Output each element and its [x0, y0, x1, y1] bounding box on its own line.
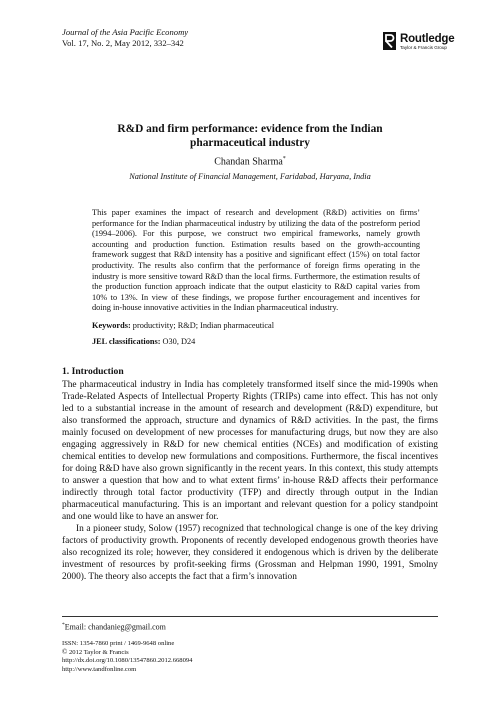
copyright: [62, 648, 192, 657]
publication-meta: [62, 640, 192, 674]
footnote-divider: [62, 616, 438, 617]
journal-name: Journal of the Asia Pacific Economy: [62, 27, 189, 37]
jel-classifications: [92, 337, 420, 346]
publisher-subtitle: Taylor & Francis Group: [400, 45, 447, 50]
body-text: [62, 379, 438, 583]
paragraph-1: The pharmaceutical industry in India has completely transformed itself since the mid-1990s when Trade-Related Aspects of Intellectual Property Rights (TRIPs) came into effect. This has not only led to a substantial increase in the amount of research and development (R&D) expenditure, but also transformed the approach, structure and dynamics of R&D activities. In the past, the firms mainly focused on development of new processes for manufacturing drugs, but now they are also engaging aggressively in R&D for new chemical entities (NCEs) and modification of existing chemical entities to develop new formulations and compositions. Furthermore, the fiscal incentives for doing R&D have also grown significantly in the recent years. In this context, this study attempts to answer a question that how and to what extent firms’ in-house R&D affects their performance indirectly through total factor productivity (TFP) and directly through output in the Indian pharmaceutical manufacturing. This is an important and relevant question for a policy standpoint and one would like to have an answer for.: [62, 380, 438, 522]
affiliation: National Institute of Financial Management, Faridabad, Haryana, India: [129, 172, 371, 181]
routledge-icon: [383, 32, 396, 50]
paragraph-2: In a pioneer study, Solow (1957) recognized that technological change is one of the key driving factors of productivity growth. Proponents of recently developed endogenous growth theories have also recognized its role; however, they considered it endogenous which is driven by the deliberate investment of resources by profit-seeking firms (Grossman and Helpman 1990, 1991, Smolny 2000). The theory also accepts the fact that a firm’s innovation: [62, 524, 438, 582]
jel-value: O30, D24: [162, 337, 196, 346]
author: [62, 156, 438, 167]
doi-link[interactable]: http://dx.doi.org/10.1080/13547860.2012.668094: [62, 657, 193, 665]
issn: ISSN: 1354-7860 print / 1469-9648 online: [62, 640, 175, 647]
keywords-value: productivity; R&D; Indian pharmaceutical: [132, 321, 275, 330]
website-link[interactable]: http://www.tandfonline.com: [62, 665, 137, 673]
section-heading: 1. Introduction: [62, 366, 124, 377]
footnote: [62, 622, 166, 632]
title-line-1: R&D and firm performance: evidence from the Indian: [117, 123, 383, 135]
title-line-2: pharmaceutical industry: [190, 137, 310, 149]
footnote-mark: *: [62, 622, 65, 628]
article-title: [62, 122, 438, 150]
copyright-icon: ©: [62, 648, 68, 657]
volume-info: Vol. 17, No. 2, May 2012, 332–342: [62, 38, 184, 48]
abstract: This paper examines the impact of research and development (R&D) activities on firms’ performance for the Indian pharmaceutical industry by utilizing the data of the postreform period (1994–2006). For this purpose, we construct two empirical frameworks, namely growth accounting and production function. Estimation results based on the growth-accounting framework suggest that R&D intensity has a positive and significant effect (15%) on total factor productivity. The results also confirm that the performance of foreign firms operating in the industry is more sensitive toward R&D than the local firms. Furthermore, the estimation results of the production function approach indicate that the output elasticity to R&D capital varies from 10% to 13%. In view of these findings, we propose further encouragement and incentives for doing in-house innovative activities in the Indian pharmaceutical industry.: [92, 208, 420, 313]
publisher-logo: [383, 32, 453, 54]
keywords: [92, 321, 420, 330]
journal-header: [62, 27, 188, 49]
copyright-text: 2012 Taylor & Francis: [68, 649, 129, 657]
jel-label: JEL classifications:: [92, 337, 161, 346]
author-name: Chandan Sharma: [214, 156, 283, 168]
keywords-label: Keywords:: [92, 321, 131, 330]
footnote-email: Email: chandanieg@gmail.com: [64, 622, 166, 632]
publisher-name: Routledge: [400, 33, 455, 45]
author-footnote-mark: *: [282, 156, 286, 162]
